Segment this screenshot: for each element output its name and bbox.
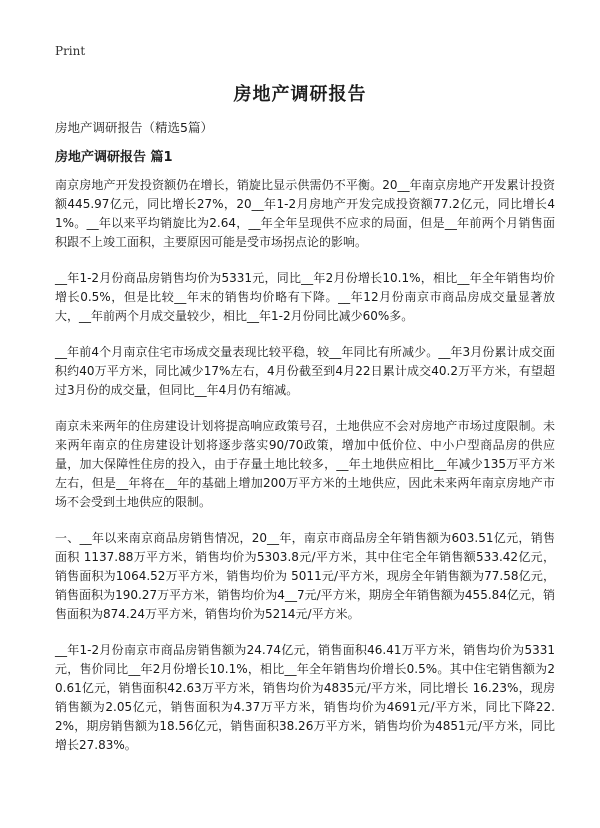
paragraph-5: 一、__年以来南京商品房销售情况，20__年，南京市商品房全年销售额为603.51亿元，销售面积 1137.88万平方米，销售均价为5303.8元/平方米，其中住宅全年销售额533.42亿元，销售面积为1064.52万平方米，销售均价为 5011元/平方米，现房全年销售额为77.58亿元，销售面积为190.27万平方米，销售均价为4__7元/平方米，期房全年销售额为455.84亿元，销售面积为874.24万平方米，销售均价为5214元/平方米。 [55, 531, 555, 621]
document-subtitle: 房地产调研报告（精选5篇） [55, 120, 213, 135]
section-heading: 房地产调研报告 篇1 [55, 150, 173, 165]
print-label[interactable]: Print [55, 44, 86, 58]
paragraph-4: 南京未来两年的住房建设计划将提高响应政策号召，土地供应不会对房地产市场过度限制。未来两年南京的住房建设计划将逐步落实90/70政策，增加中低价位、中小户型商品房的供应量，加大保障性住房的投入，由于存量土地比较多，__年土地供应相比__年减少135万平方米左右，但是__年将在__年的基础上增加200万平方米的土地供应，因此未来两年南京房地产市场不会受到土地供应的限制。 [55, 419, 555, 509]
document-body [55, 119, 555, 772]
paragraph-3: __年前4个月南京住宅市场成交量表现比较平稳，较__年同比有所减少。__年3月份累计成交面积约40万平方米，同比减少17%左右，4月份截至到4月22日累计成交40.2万平方米，有望超过3月份的成交量，但同比__年4月仍有缩减。 [55, 345, 555, 397]
paragraph-1: 南京房地产开发投资额仍在增长，销旋比显示供需仍不平衡。20__年南京房地产开发累计投资额445.97亿元，同比增长27%，20__年1-2月房地产开发完成投资额77.2亿元，同比增长41%。__年以来平均销旋比为2.64，__年全年呈现供不应求的局面，但是__年前两个月销售面积跟不上竣工面积，主要原因可能是受市场拐点论的影响。 [55, 178, 555, 249]
paragraph-2: __年1-2月份商品房销售均价为5331元，同比__年2月份增长10.1%，相比__年全年销售均价增长0.5%，但是比较__年末的销售均价略有下降。__年12月份南京市商品房成交量显著放大，__年前两个月成交量较少，相比__年1-2月份同比减少60%多。 [55, 271, 555, 323]
paragraph-6: __年1-2月份南京市商品房销售额为24.74亿元，销售面积46.41万平方米，销售均价为5331元，售价同比__年2月份增长10.1%，相比__年全年销售均价增长0.5%。其中住宅销售额为20.61亿元，销售面积42.63万平方米，销售均价为4835元/平方米，同比增长 16.23%，现房销售额为2.05亿元，销售面积为4.37万平方米，销售均价为4691元/平方米，同比下降22.2%，期房销售额为18.56亿元，销售面积38.26万平方米，销售均价为4851元/平方米，同比增长27.83%。 [55, 643, 555, 752]
document-title: 房地产调研报告 [233, 84, 367, 105]
